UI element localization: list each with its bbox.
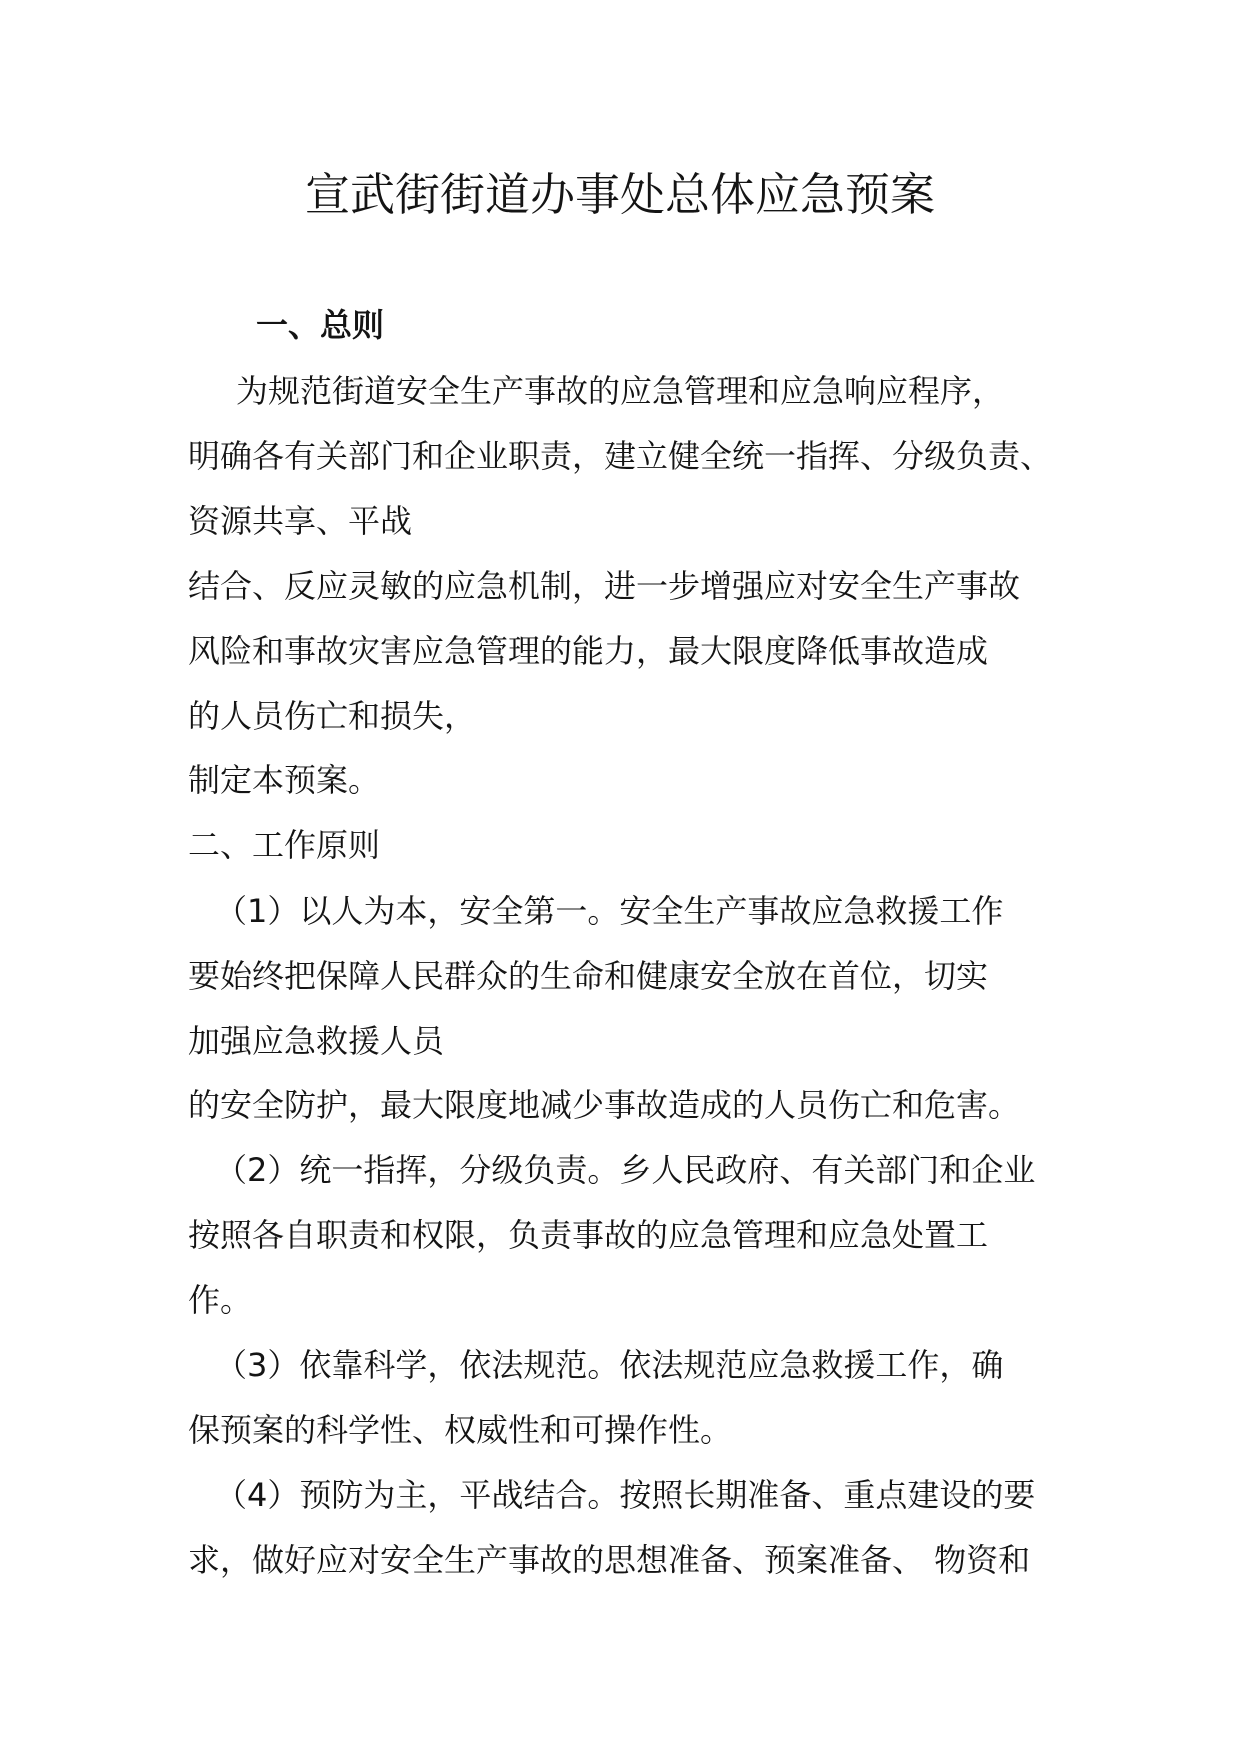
paragraph-line: 二、工作原则	[188, 826, 381, 864]
paragraph-line: （4）预防为主，平战结合。按照长期准备、重点建设的要	[215, 1476, 1036, 1514]
paragraph-line: 为规范街道安全生产事故的应急管理和应急响应程序，	[236, 372, 1005, 410]
paragraph-line: 的安全防护，最大限度地减少事故造成的人员伤亡和危害。	[188, 1086, 1021, 1124]
paragraph-line: 资源共享、平战	[188, 502, 413, 540]
paragraph-line: （3）依靠科学，依法规范。依法规范应急救援工作，确	[215, 1346, 1004, 1384]
paragraph-line: 作。	[188, 1281, 253, 1319]
paragraph-line: 结合、反应灵敏的应急机制，进一步增强应对安全生产事故	[188, 567, 1021, 605]
paragraph-line: 保预案的科学性、权威性和可操作性。	[188, 1411, 733, 1449]
paragraph-line: 的人员伤亡和损失，	[188, 697, 477, 735]
paragraph-line: 按照各自职责和权限，负责事故的应急管理和应急处置工	[188, 1216, 989, 1254]
section-heading: 一、总则	[256, 306, 385, 344]
paragraph-line: 求，做好应对安全生产事故的思想准备、预案准备、 物资和	[188, 1541, 1031, 1579]
paragraph-line: （2）统一指挥，分级负责。乡人民政府、有关部门和企业	[215, 1151, 1036, 1189]
paragraph-line: （1）以人为本，安全第一。安全生产事故应急救援工作	[215, 892, 1004, 930]
paragraph-line: 明确各有关部门和企业职责，建立健全统一指挥、分级负责、	[188, 437, 1053, 475]
document-title: 宣武街街道办事处总体应急预案	[304, 168, 935, 221]
paragraph-line: 风险和事故灾害应急管理的能力，最大限度降低事故造成	[188, 632, 989, 670]
paragraph-line: 制定本预案。	[188, 761, 381, 799]
paragraph-line: 加强应急救援人员	[188, 1022, 445, 1060]
paragraph-line: 要始终把保障人民群众的生命和健康安全放在首位，切实	[188, 957, 989, 995]
